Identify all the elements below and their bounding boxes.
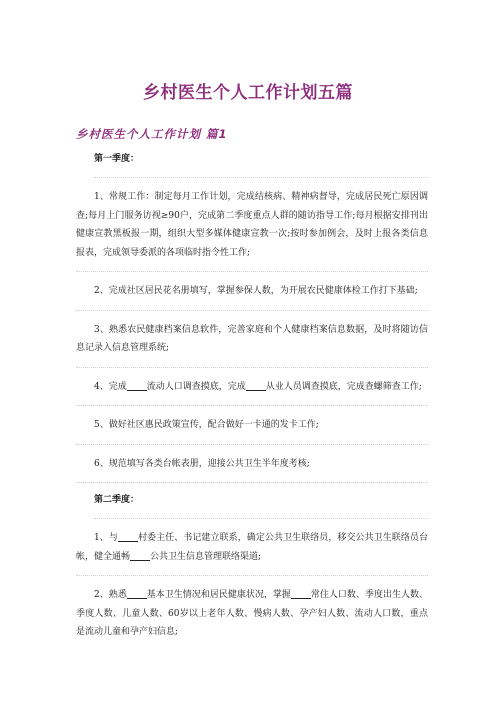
fill-blank bbox=[130, 550, 150, 561]
paragraph bbox=[76, 321, 428, 368]
fill-blank bbox=[246, 380, 266, 391]
paragraph-text: 公共卫生信息管理联络渠道; bbox=[150, 551, 262, 562]
paragraph-text: 流动人口调查摸底，完成 bbox=[146, 381, 246, 392]
fill-blank bbox=[291, 588, 311, 599]
paragraph bbox=[76, 378, 428, 407]
document-subtitle: 乡村医生个人工作计划 篇1 bbox=[76, 127, 228, 141]
document-title: 乡村医生个人工作计划五篇 bbox=[143, 83, 353, 103]
paragraph-text: 2、熟悉 bbox=[94, 590, 127, 600]
paragraph-text: 1、常规工作：制定每月工作计划，完成结核病、精神病督导，完成居民死亡原因调查;每月上门服务访视≥90户，完成第二季度重点人群的随访指导工作;每月根据安排刊出健康宣教黑板报一期，组织大型多媒体健康宣教一次;按时参加例会，及时上报各类信息报表，完成领导委派的各项临时指令性工作; bbox=[76, 192, 428, 258]
paragraph bbox=[76, 282, 428, 311]
paragraph bbox=[76, 586, 428, 651]
paragraph-text: 4、完成 bbox=[94, 381, 127, 392]
fill-blank bbox=[118, 531, 138, 542]
paragraph-text: 5、做好社区惠民政策宣传，配合做好一卡通的发卡工作; bbox=[94, 420, 319, 430]
paragraph bbox=[76, 416, 428, 445]
paragraph-text: 2、完成社区居民花名册填写，掌握参保人数，为开展农民健康体检工作打下基础; bbox=[94, 286, 418, 296]
paragraph-text: 3、熟悉农民健康档案信息软件，完善家庭和个人健康档案信息数据，及时将随访信息记录入信息管理系统; bbox=[76, 324, 428, 353]
paragraph-text: 1、与 bbox=[94, 533, 118, 543]
paragraph-text: 6、规范填写各类台帐表册，迎接公共卫生半年度考核; bbox=[94, 458, 310, 469]
paragraph bbox=[76, 529, 428, 576]
paragraph-text: 村委主任、书记建立联系，确定公共卫生联络员，移交公共卫生联络员台帐，健全通畅 bbox=[76, 533, 428, 562]
paragraph-text: 基本卫生情况和居民健康状况，掌握 bbox=[146, 590, 291, 600]
section-heading: 第二季度： bbox=[94, 493, 428, 519]
fill-blank bbox=[127, 380, 147, 391]
fill-blank bbox=[127, 588, 147, 599]
section-heading: 第一季度： bbox=[94, 152, 428, 178]
document-body bbox=[76, 152, 428, 661]
paragraph-text: 常住人口数、季度出生人数、季度人数、儿童人数、60岁以上老年人数、慢病人数、孕产妇人数、流动人口数，重点是流动儿童和孕产妇信息; bbox=[76, 590, 428, 637]
paragraph bbox=[76, 455, 428, 484]
paragraph bbox=[76, 188, 428, 272]
paragraph-text: 从业人员调查摸底，完成查螺筛查工作; bbox=[265, 381, 422, 392]
